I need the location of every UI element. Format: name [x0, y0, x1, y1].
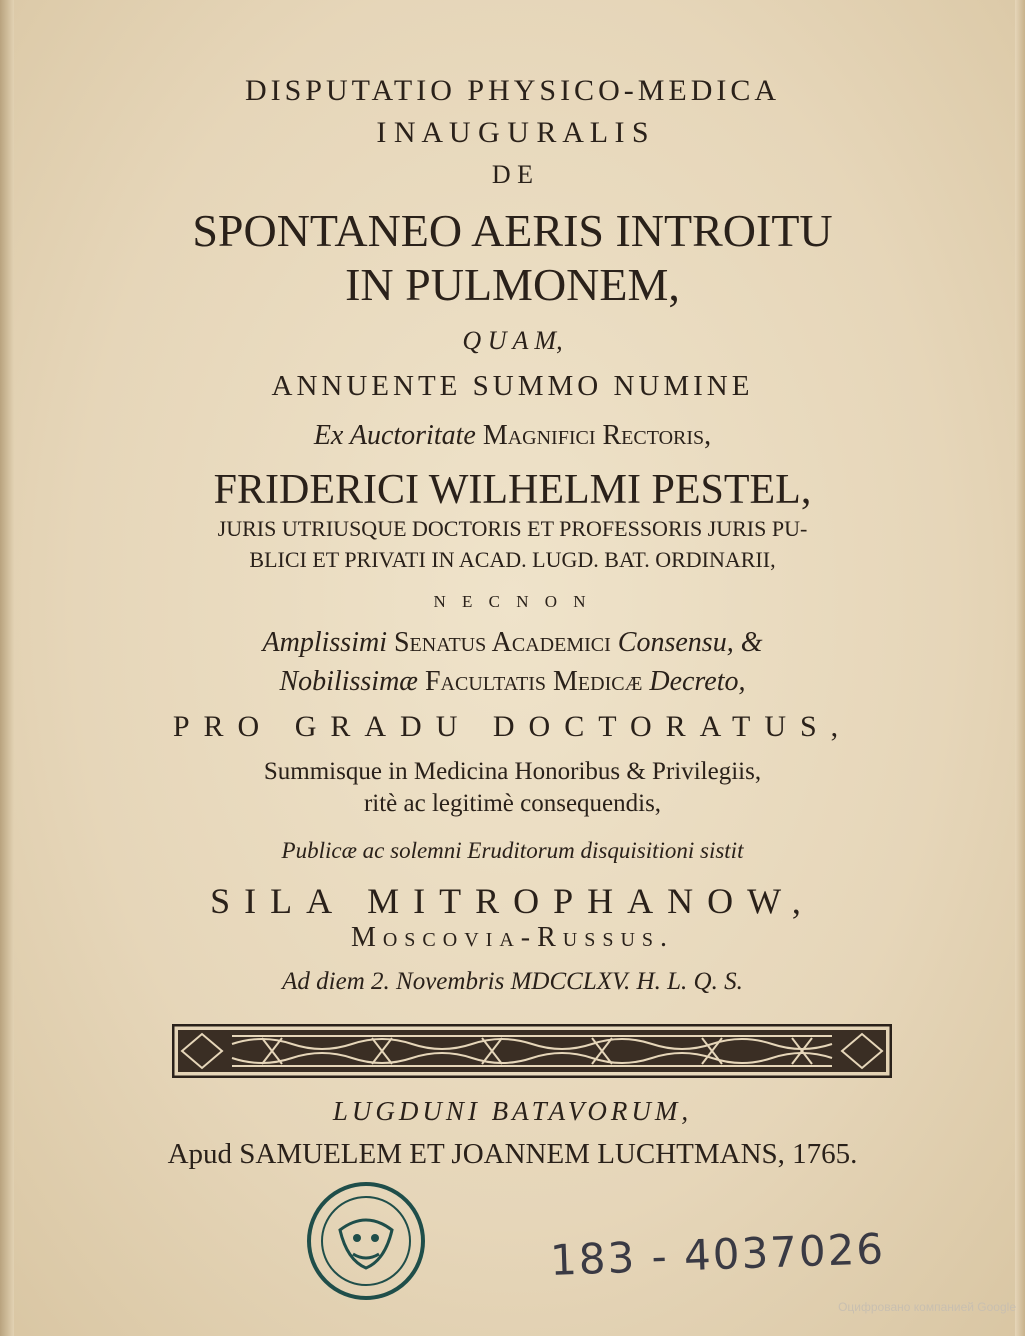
summisque-line: Summisque in Medicina Honoribus & Privilegiis,	[263, 758, 762, 785]
quam-line: Q U A M,	[462, 326, 563, 355]
consensu-italic: Consensu, &	[617, 627, 763, 658]
main-title-line-1: SPONTANEO AERIS INTROITU	[192, 205, 833, 256]
main-title-line-2: IN PULMONEM,	[345, 259, 680, 310]
rector-name: FRIDERICI WILHELMI PESTEL,	[213, 467, 812, 513]
rite-line: ritè ac legitimè consequendis,	[363, 790, 662, 817]
auctoritate-line	[0, 420, 1025, 452]
nec-non: N E C N O N	[433, 592, 592, 611]
author-origin: Moscovia-Russus.	[350, 922, 675, 953]
author-name: SILA MITROPHANOW,	[210, 881, 815, 921]
facultatis-line	[0, 666, 1025, 698]
annuente-line: ANNUENTE SUMMO NUMINE	[271, 370, 754, 402]
title-line-1: DISPUTATIO PHYSICO-MEDICA	[244, 74, 781, 107]
nobilissimae-italic: Nobilissimæ	[279, 666, 418, 697]
library-stamp	[305, 1180, 427, 1302]
date-line: Ad diem 2. Novembris MDCCLXV. H. L. Q. S.	[282, 968, 743, 995]
publicae-line: Publicæ ac solemni Eruditorum disquisitioni sistit	[281, 838, 744, 863]
amplissimi-italic: Amplissimi	[262, 627, 387, 658]
senatus-line	[0, 627, 1025, 659]
rector-title-line-1: JURIS UTRIUSQUE DOCTORIS ET PROFESSORIS JURIS PU-	[217, 516, 808, 541]
magnifici-rectoris: Magnifici Rectoris,	[482, 420, 712, 451]
imprint-publisher: Apud SAMUELEM ET JOANNEM LUCHTMANS, 1765.	[167, 1138, 858, 1170]
ornamental-border	[172, 1024, 892, 1078]
decreto-italic: Decreto,	[649, 666, 746, 697]
facultatis-medicae: Facultatis Medicæ	[424, 666, 643, 697]
auctoritate-italic: Ex Auctoritate	[313, 420, 476, 451]
digitized-notice: Оцифровано компанией Google	[838, 1300, 1016, 1314]
imprint-city: LUGDUNI BATAVORUM,	[332, 1096, 693, 1126]
rector-title-line-2: BLICI ET PRIVATI IN ACAD. LUGD. BAT. ORDINARII,	[249, 547, 776, 572]
title-line-3: D E	[491, 160, 534, 189]
senatus-academici: Senatus Academici	[393, 627, 611, 658]
pro-gradu-line: PRO GRADU DOCTORATUS,	[172, 710, 853, 743]
title-line-2: I N A U G U R A L I S	[376, 116, 649, 149]
handwritten-shelfmark: 183 - 4037026	[549, 1224, 886, 1285]
